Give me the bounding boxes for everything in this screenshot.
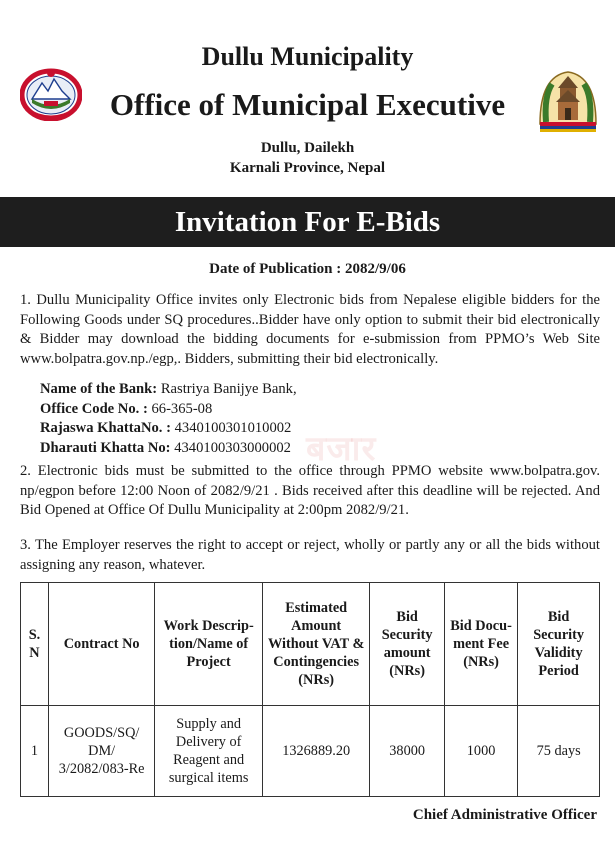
cell-work-description: Supply and Delivery of Reagent and surgical items (155, 706, 263, 797)
dharauti-label: Dharauti Khatta No: (40, 439, 171, 456)
header-contract-no: Contract No (48, 583, 154, 706)
bid-table (20, 582, 600, 797)
header-document-fee: Bid Docu- ment Fee (NRs) (444, 583, 517, 706)
office-name: Office of Municipal Executive (109, 87, 506, 122)
bank-name-value: Rastriya Banijye Bank, (160, 381, 297, 397)
signoff: Chief Administrative Officer (412, 807, 597, 823)
office-code-value: 66-365-08 (151, 400, 213, 417)
table-row (21, 706, 600, 797)
municipality-name: Dullu Municipality (201, 42, 414, 71)
bank-name-label: Name of the Bank: (40, 381, 158, 397)
address-line-1: Dullu, Dailekh (260, 140, 355, 156)
title-banner: Invitation For E-Bids (0, 197, 615, 247)
dharauti-value: 4340100303000002 (174, 439, 291, 456)
header-validity-period: Bid Security Validity Period (518, 583, 600, 706)
municipality-logo-icon (536, 66, 600, 132)
publication-date-value: 2082/9/06 (344, 261, 406, 277)
watermark-text: बजार (306, 429, 377, 469)
paragraph-1: 1. Dullu Municipality Office invites only Electronic bids from Nepalese eligible bidders for the Following Goods under SQ procedures..Bidder have only option to submit their bid electronically & Bidder may download the bidding documents for e-submission from PPMO’s Web Site www.bolpatra.gov.np./egp,. Bidders, submitting their bid electronically. (20, 292, 600, 367)
rajaswa-value: 4340100301010002 (174, 420, 292, 436)
office-code-label: Office Code No. : (40, 400, 148, 417)
cell-bid-security: 38000 (370, 706, 444, 797)
publication-date-label: Date of Publication : (209, 261, 342, 277)
header-sn: S. N (21, 583, 49, 706)
rajaswa-label: Rajaswa KhattaNo. : (40, 420, 171, 436)
publication-date (0, 261, 615, 278)
cell-validity-period: 75 days (518, 706, 600, 797)
header-bid-security: Bid Security amount (NRs) (370, 583, 444, 706)
letterhead (0, 0, 615, 195)
header-estimated-amount: Estimated Amount Without VAT & Contingencies (NRs) (262, 583, 370, 706)
cell-contract-no: GOODS/SQ/ DM/ 3/2082/083-Re (48, 706, 154, 797)
table-header-row (21, 583, 600, 706)
paragraph-2: 2. Electronic bids must be submitted to the office through PPMO website www.bolpatra.gov. np/egpon before 12:00 Noon of 2082/9/21 . Bids received after this deadline will be rejected. And Bid Opened at Office Of Dullu Municipality at 2:00pm 2082/9/21. (20, 463, 600, 518)
paragraph-3: 3. The Employer reserves the right to accept or reject, wholly or partly any or all the bids without assigning any reason, whatever. (20, 537, 600, 573)
address-line-2: Karnali Province, Nepal (229, 160, 386, 176)
cell-sn: 1 (21, 706, 49, 797)
bank-details (40, 380, 297, 458)
cell-document-fee: 1000 (444, 706, 517, 797)
header-work-description: Work Descrip- tion/Name of Project (155, 583, 263, 706)
cell-estimated-amount: 1326889.20 (262, 706, 370, 797)
